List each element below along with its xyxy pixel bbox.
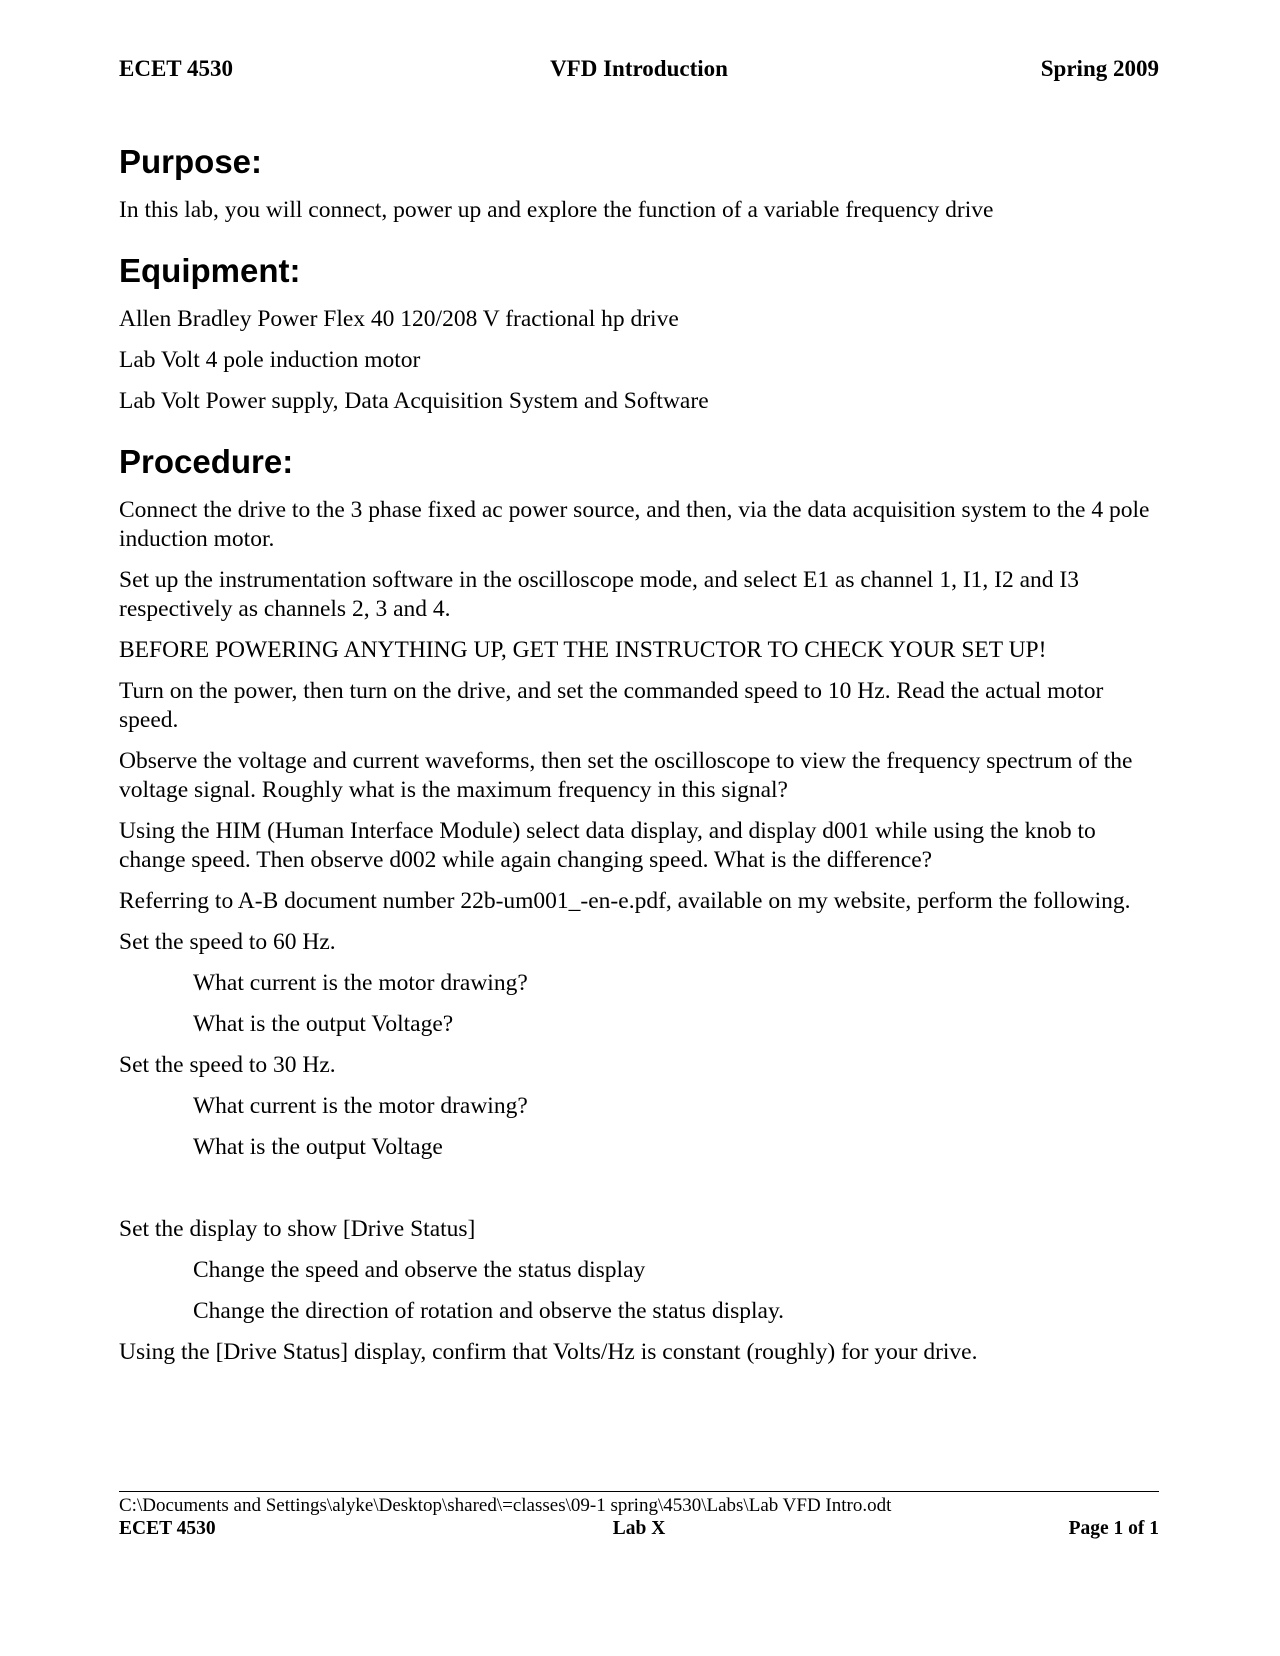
document-page: [119, 0, 1159, 1656]
procedure-warning: BEFORE POWERING ANYTHING UP, GET THE INSTRUCTOR TO CHECK YOUR SET UP!: [119, 637, 1047, 663]
header-term: Spring 2009: [1040, 56, 1159, 81]
footer-page-number: Page 1 of 1: [1068, 1518, 1159, 1539]
speed-30-question-current: What current is the motor drawing?: [193, 1093, 528, 1119]
final-step: Using the [Drive Status] display, confirm that Volts/Hz is constant (roughly) for your drive.: [119, 1339, 978, 1365]
drive-status-substep: Change the speed and observe the status display: [193, 1257, 646, 1283]
footer-lab-label: Lab X: [612, 1518, 666, 1539]
footer-divider: [119, 1491, 1159, 1492]
equipment-heading: Equipment:: [119, 252, 301, 289]
speed-30-question-voltage: What is the output Voltage: [193, 1134, 443, 1160]
procedure-step: Using the HIM (Human Interface Module) select data display, and display d001 while using the knob to change speed. Then observe d002 while again changing speed. What is the difference?: [119, 818, 1096, 873]
drive-status-substep: Change the direction of rotation and observe the status display.: [193, 1298, 785, 1324]
page-header: [119, 56, 1159, 86]
procedure-step: Connect the drive to the 3 phase fixed ac power source, and then, via the data acquisition system to the 4 pole induction motor.: [119, 497, 1150, 552]
page-footer: [119, 1518, 1159, 1544]
equipment-item: Lab Volt 4 pole induction motor: [119, 347, 421, 373]
procedure-step: Referring to A-B document number 22b-um001_-en-e.pdf, available on my website, perform the following.: [119, 888, 1131, 914]
purpose-heading: Purpose:: [119, 143, 263, 180]
header-course: ECET 4530: [119, 56, 233, 81]
speed-60-question-current: What current is the motor drawing?: [193, 970, 528, 996]
procedure-step: Set up the instrumentation software in the oscilloscope mode, and select E1 as channel 1, I1, I2 and I3 respectively as channels 2, 3 and 4.: [119, 567, 1079, 622]
equipment-item: Lab Volt Power supply, Data Acquisition System and Software: [119, 388, 709, 414]
header-title: VFD Introduction: [550, 56, 728, 81]
footer-file-path: C:\Documents and Settings\alyke\Desktop\shared\=classes\09-1 spring\4530\Labs\Lab VFD Intro.odt: [119, 1495, 892, 1516]
document-body: [119, 140, 1159, 1367]
footer-course: ECET 4530: [119, 1518, 216, 1539]
procedure-step: Turn on the power, then turn on the drive, and set the commanded speed to 10 Hz. Read the actual motor speed.: [119, 678, 1104, 733]
speed-60-step: Set the speed to 60 Hz.: [119, 929, 336, 955]
drive-status-step: Set the display to show [Drive Status]: [119, 1216, 476, 1242]
purpose-text: In this lab, you will connect, power up and explore the function of a variable frequency drive: [119, 197, 994, 223]
speed-60-question-voltage: What is the output Voltage?: [193, 1011, 454, 1037]
equipment-item: Allen Bradley Power Flex 40 120/208 V fractional hp drive: [119, 306, 679, 332]
procedure-heading: Procedure:: [119, 443, 294, 480]
procedure-step: Observe the voltage and current waveforms, then set the oscilloscope to view the frequency spectrum of the voltage signal. Roughly what is the maximum frequency in this signal?: [119, 748, 1133, 803]
speed-30-step: Set the speed to 30 Hz.: [119, 1052, 336, 1078]
